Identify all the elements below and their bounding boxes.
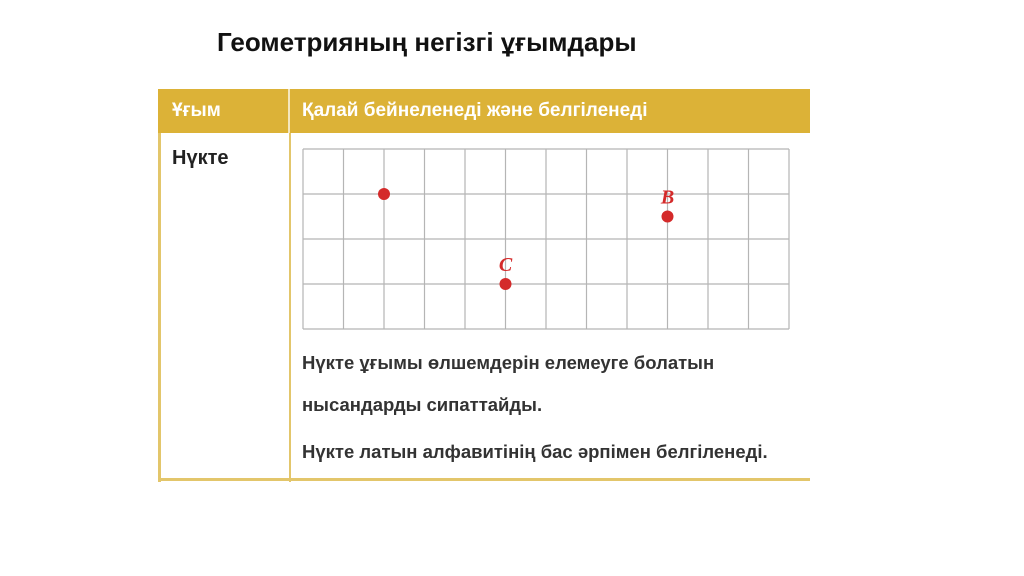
slide-title: Геометрияның негізгі ұғымдары: [217, 27, 637, 57]
header-divider: [288, 89, 290, 133]
point-label-c: C: [498, 254, 513, 276]
description-line-2: нысандарды сипаттайды.: [302, 394, 543, 415]
header-representation: Қалай бейнеленеді және белгіленеді: [302, 100, 648, 121]
point-label-b: B: [660, 186, 675, 209]
point-b: [662, 211, 674, 223]
table-bottom-border: [158, 478, 810, 481]
grid-lines: [303, 149, 789, 329]
header-concept: Ұғым: [172, 100, 221, 121]
table-header-row: [158, 89, 810, 133]
point-c: [500, 278, 512, 290]
point-grid-figure: [302, 148, 790, 330]
point-unlabeled: [378, 188, 390, 200]
concepts-table: [158, 89, 810, 482]
table-left-border: [158, 133, 161, 482]
grid-points: [378, 187, 674, 291]
description-line-1: Нүкте ұғымы өлшемдерін елемеуге болатын: [302, 352, 715, 373]
column-divider: [289, 133, 291, 482]
description-line-3: Нүкте латын алфавитінің бас әрпімен белгіленеді.: [302, 441, 768, 462]
concept-point-label: Нүкте: [172, 147, 229, 169]
